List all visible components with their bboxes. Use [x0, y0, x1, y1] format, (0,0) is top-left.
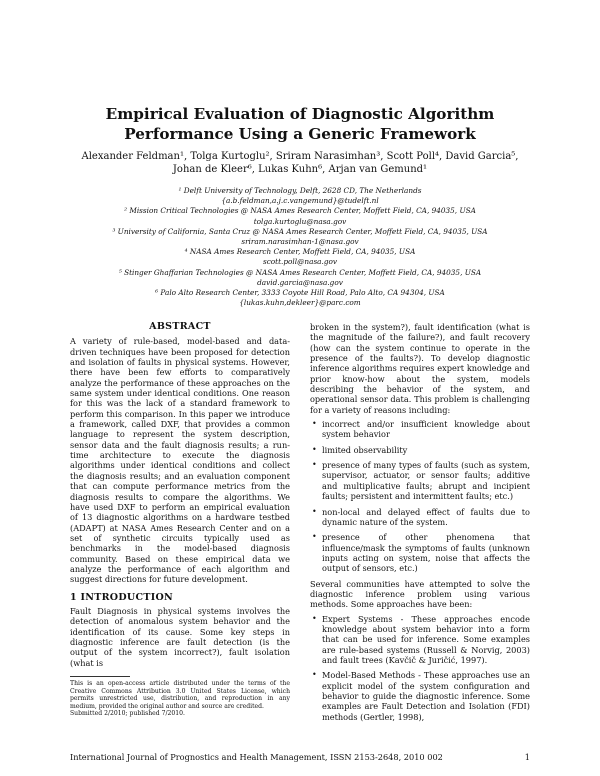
affiliation-4: ⁴ NASA Ames Research Center, Moffett Field, CA, 94035, USA	[184, 247, 416, 257]
page-footer	[70, 752, 530, 762]
abstract-text: A variety of rule-based, model-based and data-driven techniques have been proposed for detection and isolation of faults in physical systems. However, there have been few efforts to comparatively analyze the performance of these approaches on the same system under identical conditions. One reason for this was the lack of a standard framework to perform this comparison. In this paper we introduce a framework, called DXF, that provides a common language to represent the system description, sensor data and the fault diagnosis results; a run-time architecture to execute the diagnosis algorithms under identical conditions and collect the diagnosis results; and an evaluation component that can compute performance metrics from the diagnosis results to compare the algorithms. We have used DXF to perform an empirical evaluation of 13 diagnostic algorithms on a hardware testbed (ADAPT) at NASA Ames Research Center and on a set of synthetic circuits typically used as benchmarks in the model-based diagnosis community. Based on these empirical data we analyze the performance of each algorithm and suggest directions for future development.	[70, 336, 290, 585]
bullet-icon: •	[312, 613, 317, 623]
list-item: • incorrect and/or insufficient knowledge about system behavior	[312, 419, 530, 440]
title-line-1: Empirical Evaluation of Diagnostic Algorithm	[105, 105, 495, 123]
abstract-heading: ABSTRACT	[149, 321, 211, 332]
title-line-2: Performance Using a Generic Framework	[124, 125, 476, 143]
affiliation-3-email: sriram.narasimhan-1@nasa.gov	[241, 237, 359, 247]
affiliation-1: ¹ Delft University of Technology, Delft, 2628 CD, The Netherlands	[178, 186, 422, 195]
affiliation-4-email: scott.poll@nasa.gov	[262, 257, 338, 267]
affiliation-2: ² Mission Critical Technologies @ NASA Ames Research Center, Moffett Field, CA, 94035, USA	[124, 206, 476, 216]
list-item: • non-local and delayed effect of faults due to dynamic nature of the system.	[312, 506, 530, 527]
affiliation-5: ⁵ Stinger Ghaffarian Technologies @ NASA Ames Research Center, Moffett Field, CA, 94035, USA	[118, 267, 482, 277]
footnote-divider	[70, 676, 130, 677]
list-item: • limited observability	[312, 444, 408, 455]
authors-line-1: Alexander Feldman¹, Tolga Kurtoglu², Sriram Narasimhan³, Scott Poll⁴, David Garcia⁵,	[81, 151, 519, 162]
journal-citation: International Journal of Prognostics and Health Management, ISSN 2153-2648, 2010 002	[70, 752, 443, 762]
intro-continuation: broken in the system?), fault identification (what is the magnitude of the failure?), and fault recovery (how can the system continue to operate in the presence of the faults?). To develop diagnostic inference algorithms requires expert knowledge and prior know-how about the system, models describing the behavior of the system, and operational sensor data. This problem is challenging for a variety of reasons including:	[310, 322, 530, 415]
bullet-icon: •	[312, 670, 317, 680]
affiliation-3: ³ University of California, Santa Cruz @ NASA Ames Research Center, Moffett Field, CA, 94035, USA	[112, 226, 488, 236]
bullet-icon: •	[312, 506, 317, 516]
left-column	[70, 322, 290, 718]
submission-note: Submitted 2/2010; published 7/2010.	[70, 710, 185, 718]
approaches-intro: Several communities have attempted to solve the diagnostic inference problem using various methods. Some approaches have been:	[310, 578, 530, 610]
list-item: • presence of many types of faults (such as system, supervisor, actuator, or sensor faults; additive and multiplicative faults; abrupt and incipient faults; persistent and intermittent faults; etc.)	[312, 460, 530, 502]
bullet-icon: •	[312, 419, 317, 429]
challenge-list	[310, 419, 530, 573]
affiliation-5-email: david.garcia@nasa.gov	[257, 277, 343, 287]
list-item: • Model-Based Methods - These approaches use an explicit model of the system configuration and behavior to guide the diagnostic inference. Some examples are Fault Detection and Isolation (FDI) methods (Gertler, 1998),	[312, 670, 530, 722]
affiliation-2-email: tolga.kurtoglu@nasa.gov	[253, 216, 347, 226]
paper-title	[60, 104, 540, 144]
affiliation-1-email: {a.b.feldman,a.j.c.vangemund}@tudelft.nl	[221, 196, 379, 206]
introduction-text: Fault Diagnosis in physical systems involves the detection of anomalous system behavior and the identification of its cause. Some key steps in diagnostic inference are fault detection (is the output of the system incorrect?), fault isolation (what is	[70, 605, 290, 668]
affiliation-list	[60, 186, 540, 308]
bullet-icon: •	[312, 460, 317, 470]
approaches-list	[310, 614, 530, 722]
bullet-icon: •	[312, 444, 317, 454]
right-column	[310, 322, 530, 727]
bullet-icon: •	[312, 532, 317, 542]
affiliation-6-email: {lukas.kuhn,dekleer}@parc.com	[239, 298, 361, 308]
authors-line-2: Johan de Kleer⁶, Lukas Kuhn⁶, Arjan van Gemund¹	[172, 164, 428, 175]
affiliation-6: ⁶ Palo Alto Research Center, 3333 Coyote Hill Road, Palo Alto, CA 94304, USA	[155, 288, 445, 298]
introduction-heading: 1 INTRODUCTION	[70, 591, 174, 603]
list-item: • presence of other phenomena that influence/mask the symptoms of faults (unknown inputs acting on system, noise that affects the output of sensors, etc.)	[312, 532, 530, 574]
page-number: 1	[524, 752, 530, 762]
author-list	[55, 150, 545, 176]
license-footnote: This is an open-access article distributed under the terms of the Creative Commons Attribution 3.0 United States License, which permits unrestricted use, distribution, and reproduction in any medium, provided the original author and source are credited.	[70, 680, 290, 710]
list-item: • Expert Systems - These approaches encode knowledge about system behavior into a form that can be used for inference. Some examples are rule-based systems (Russell & Norvig, 2003) and fault trees (Kavčič & Juričić, 1997).	[312, 613, 530, 665]
